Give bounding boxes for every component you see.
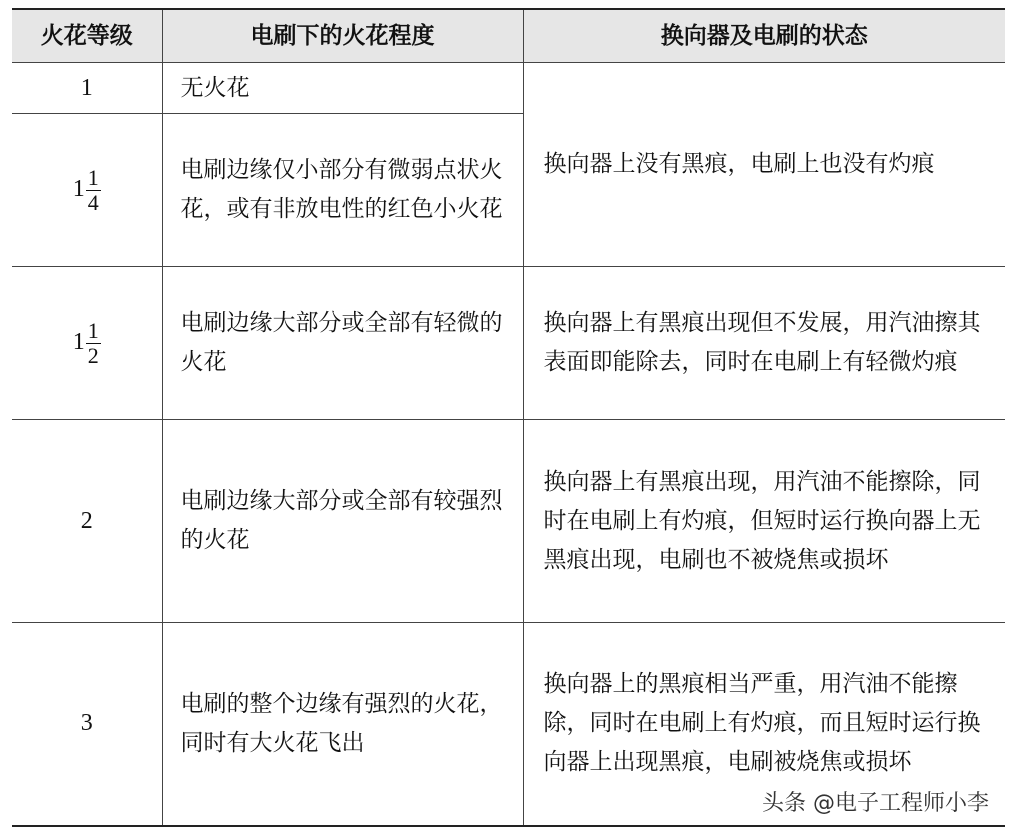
level-cell: 1 [12,63,162,114]
header-commutator-state: 换向器及电刷的状态 [523,9,1005,63]
spark-degree-cell: 电刷边缘大部分或全部有较强烈的火花 [162,420,523,623]
level-fraction [86,319,101,368]
level-cell: 2 [12,420,162,623]
spark-degree-cell: 电刷边缘仅小部分有微弱点状火花，或有非放电性的红色小火花 [162,114,523,267]
table-row [12,63,1005,114]
fraction-denominator: 2 [87,342,99,368]
fraction-numerator: 1 [87,317,99,343]
state-cell-merged: 换向器上没有黑痕，电刷上也没有灼痕 [523,63,1005,267]
spark-degree-cell: 无火花 [162,63,523,114]
spark-grade-table-container [12,8,1005,827]
level-whole: 1 [72,175,85,202]
state-cell: 换向器上的黑痕相当严重，用汽油不能擦除，同时在电刷上有灼痕，而且短时运行换向器上出现黑痕，电刷被烧焦或损坏 [523,623,1005,826]
state-cell: 换向器上有黑痕出现但不发展，用汽油擦其表面即能除去，同时在电刷上有轻微灼痕 [523,267,1005,420]
spark-degree-cell: 电刷边缘大部分或全部有轻微的火花 [162,267,523,420]
table-row [12,267,1005,420]
spark-grade-table [12,8,1005,827]
state-cell: 换向器上有黑痕出现，用汽油不能擦除，同时在电刷上有灼痕，但短时运行换向器上无黑痕出现，电刷也不被烧焦或损坏 [523,420,1005,623]
spark-degree-cell: 电刷的整个边缘有强烈的火花，同时有大火花飞出 [162,623,523,826]
table-row [12,420,1005,623]
header-spark-degree: 电刷下的火花程度 [162,9,523,63]
level-cell: 3 [12,623,162,826]
fraction-denominator: 4 [87,189,99,215]
level-fraction [86,166,101,215]
level-cell [12,114,162,267]
level-whole: 1 [72,328,85,355]
watermark: 头条 @电子工程师小李 [758,786,993,817]
level-cell [12,267,162,420]
table-header-row [12,9,1005,63]
header-spark-level: 火花等级 [12,9,162,63]
fraction-numerator: 1 [87,164,99,190]
